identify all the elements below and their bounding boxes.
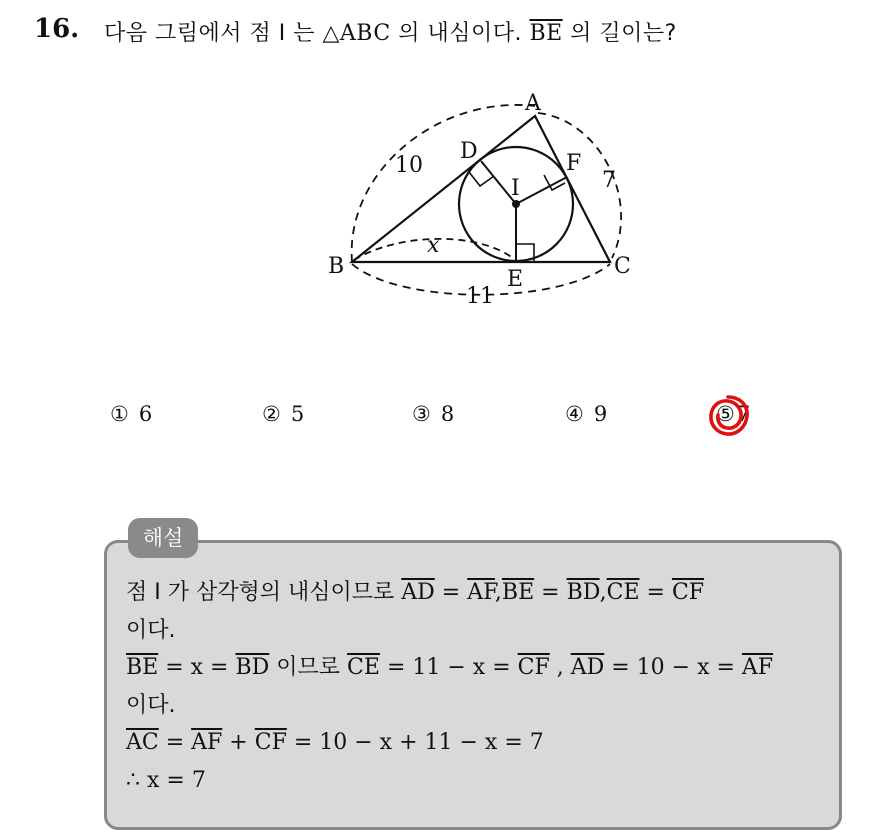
solution-line-3-mid1: = x = (158, 655, 236, 680)
choice-5-value: 7 (736, 402, 751, 426)
label-i: I (511, 176, 520, 201)
label-a: A (525, 91, 541, 116)
incircle-figure (0, 0, 884, 340)
seg-be-2: $\overline{BE}$ (126, 655, 159, 680)
label-f: F (566, 151, 582, 176)
question-text-prefix: 다음 그림에서 점 I 는 (104, 21, 323, 46)
seg-bd-2: $\overline{BD}$ (235, 655, 270, 680)
question-text-suffix: 의 길이는? (562, 21, 677, 46)
solution-line-3-mid2: = 11 − x = (379, 655, 518, 680)
solution-content (126, 574, 773, 799)
solution-line-5-rest: = 10 − x + 11 − x = 7 (286, 730, 544, 755)
label-c: C (614, 254, 631, 279)
label-b: B (328, 254, 345, 279)
solution-line-3 (126, 649, 773, 687)
length-ab: 10 (395, 153, 423, 178)
seg-af: $\overline{AF}$ (467, 580, 495, 605)
seg-af-3: $\overline{AF}$ (191, 730, 223, 755)
solution-line-3-mid3: = 10 − x = (604, 655, 742, 680)
choice-4-mark: ④ (565, 402, 584, 426)
choice-4-value: 9 (593, 402, 608, 426)
choice-2[interactable] (262, 402, 304, 426)
seg-bd: $\overline{BD}$ (566, 580, 600, 605)
question-text-middle: 의 내심이다. (390, 21, 530, 46)
choice-1-value: 6 (138, 402, 153, 426)
solution-line-2: 이다. (126, 617, 176, 643)
choice-2-value: 5 (290, 402, 305, 426)
seg-be: $\overline{BE}$ (501, 580, 535, 605)
question-number: 16. (34, 14, 80, 44)
right-angle-mark-d (469, 172, 494, 186)
solution-line-5-op1: = (158, 730, 192, 755)
choice-3-mark: ③ (412, 402, 431, 426)
seg-af-2: $\overline{AF}$ (741, 655, 774, 680)
seg-cf: $\overline{CF}$ (671, 580, 705, 605)
solution-line-3-kr: 이므로 (269, 655, 348, 680)
solution-line-3-sep: , (549, 655, 571, 680)
seg-ac: $\overline{AC}$ (126, 730, 159, 755)
label-x: x (427, 233, 440, 258)
length-bc: 11 (466, 284, 494, 309)
seg-ad-2: $\overline{AD}$ (570, 655, 605, 680)
seg-ce: $\overline{CE}$ (606, 580, 640, 605)
choice-3[interactable] (412, 402, 454, 426)
choice-3-value: 8 (440, 402, 455, 426)
answer-circle-marker (704, 392, 752, 440)
choice-5-mark: ⑤ (716, 402, 735, 426)
choice-4[interactable] (565, 402, 607, 426)
choice-1-mark: ① (110, 402, 129, 426)
question-segment: $\overline{BE}$ (529, 21, 563, 46)
seg-cf-3: $\overline{CF}$ (254, 730, 287, 755)
solution-line-5-op2: + (222, 730, 255, 755)
solution-line-6: ∴ x = 7 (126, 767, 206, 793)
radius-if (516, 177, 567, 204)
solution-line-5 (126, 724, 773, 762)
solution-line-4: 이다. (126, 692, 176, 718)
triangle-symbol: △ (322, 21, 340, 46)
choice-1[interactable] (110, 402, 152, 426)
solution-line-1-text: 점 I 가 삼각형의 내심이므로 (126, 580, 402, 605)
triangle-name: ABC (339, 21, 391, 46)
label-e: E (507, 267, 524, 292)
seg-cf-2: $\overline{CF}$ (517, 655, 550, 680)
seg-ad: $\overline{AD}$ (401, 580, 435, 605)
solution-tag: 해설 (128, 518, 198, 558)
label-d: D (460, 139, 478, 164)
seg-ce-2: $\overline{CE}$ (347, 655, 380, 680)
choice-2-mark: ② (262, 402, 281, 426)
dashed-arc-ab (352, 105, 535, 262)
solution-line-1: 점 I 가 삼각형의 내심이므로 $\overline{AD} = \overline{AF},\overline{BE} = \overline{BD},\overline{CE} = \overline{CF}$ (126, 580, 705, 605)
length-ac: 7 (602, 168, 616, 193)
incenter-point (512, 200, 520, 208)
